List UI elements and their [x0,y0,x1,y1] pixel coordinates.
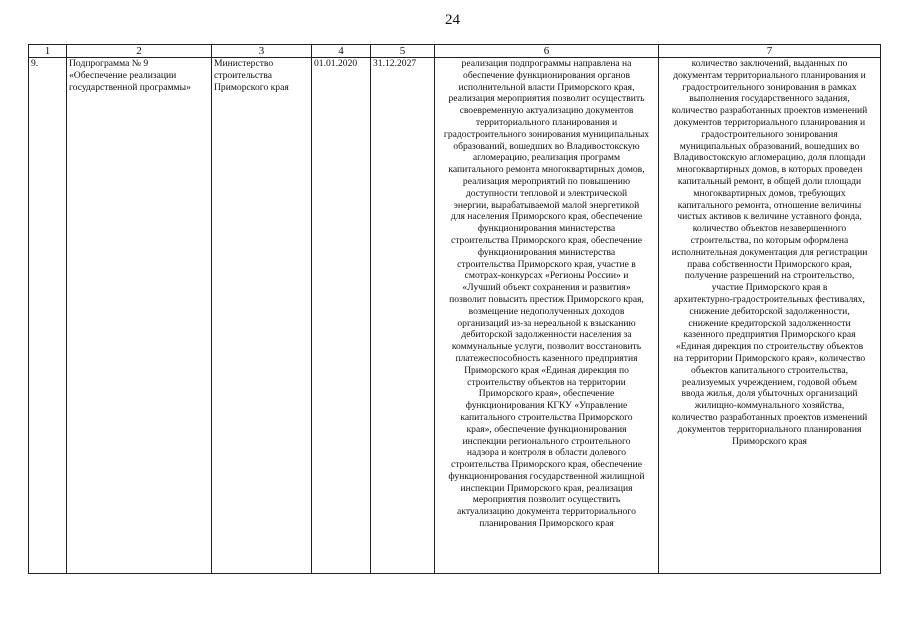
start-date: 01.01.2020 [312,58,371,574]
indicator-line: архитектурно-градостроительных фестивалях, [674,293,865,305]
indicator-line: градостроительного зонирования в рамках [682,81,857,93]
result-line: для населения Приморского края, обеспечение [450,211,643,223]
indicator-line: права собственности Приморского края, [687,258,852,270]
result-line: обеспечение функционирования органов [463,69,630,81]
expected-results [435,58,659,574]
subprogram-line: Подпрограмма № 9 [69,58,149,69]
indicator-line: муниципальных образований, вошедших во [679,140,860,152]
indicator-line: объектов капитального строительства, [691,364,848,376]
result-line: края», обеспечение функционирования [466,423,627,435]
subprogram-line: «Обеспечение реализации [69,69,177,81]
indicator-line: снижение кредиторской задолженности [688,317,851,329]
result-line: образований, вошедших во Владивостокскую [453,140,640,152]
indicator-line: снижение дебиторской задолженности, [689,305,850,317]
result-line: позволит повысить престиж Приморского края, [449,293,644,305]
result-line: функционирования государственной жилищной [448,470,645,482]
indicator-line: количество заключений, выданных по [691,58,848,69]
indicator-line: реализуемых учреждением, годовой объем [682,376,857,388]
result-line: «Лучший объект сохранения и развития» [462,282,631,294]
executor-line: Приморского края [214,81,289,93]
indicator-line: многоквартирных домов, требующих [693,187,846,199]
result-line: функционирования министерства [477,223,616,235]
indicator-line: строительства, по которым оформлена [690,234,849,246]
indicator-line: количество разработанных проектов изменений [671,411,868,423]
result-line: функционирования министерства [477,246,616,258]
result-line: инспекции Приморского края, реализация [460,482,633,494]
result-line: капитального строительства Приморского [460,411,633,423]
end-date: 31.12.2027 [371,58,435,574]
row-number: 9. [29,58,67,574]
indicator-line: чистых активов к величине уставного фонда, [677,211,862,223]
result-line: капитального ремонта многоквартирных домов, [448,164,645,176]
result-line: строительства Приморского края, участие в [457,258,636,270]
indicator-line: Приморского края [732,435,807,447]
result-line: Приморского края», обеспечение [478,388,615,400]
subprogram-name [67,58,212,574]
column-number: 7 [659,45,881,58]
indicator-line: капитального ремонта, отношение величины [677,199,862,211]
executor-line: строительства [214,69,273,81]
indicator-line: жилищно-коммунального хозяйства, [694,400,845,412]
result-line: реализация мероприятия позволит осуществить [448,93,645,105]
result-line: территориального планирования и [475,116,618,128]
result-line: доступности тепловой и электрической [465,187,628,199]
indicator-line: многоквартирных домов, в которых проведен [676,164,863,176]
result-line: Приморского края «Единая дирекция по [464,364,629,376]
result-line: строительства Приморского края, обеспечение [450,459,643,471]
result-line: агломерацию, реализация программ [472,152,621,164]
indicator-line: «Единая дирекция по строительству объектов [675,341,864,353]
column-number: 1 [29,45,67,58]
executor [212,58,312,574]
indicator-line: документам территориального планирования и [673,69,866,81]
column-number-row [29,45,881,58]
result-line: реализация мероприятий по повышению [462,175,631,187]
column-number: 2 [67,45,212,58]
program-table [28,44,881,574]
indicator-line: количество объектов незавершенного [692,223,847,235]
indicator-line: исполнительная документация для регистрации [671,246,868,258]
result-line: энергии, вырабатываемой малой энергетикой [453,199,640,211]
indicator-line: градостроительного зонирования [701,128,838,140]
indicators [659,58,881,574]
result-line: возмещение недополученных доходов [468,305,625,317]
subprogram-line: государственной программы» [69,81,191,93]
result-line: смотрах-конкурсах «Регионы России» и [464,270,629,282]
indicator-line: выполнения государственного задания, [689,93,850,105]
result-line: организаций из-за нереальной к взысканию [457,317,636,329]
indicator-line: Владивостокскую агломерацию, доля площади [673,152,866,164]
indicator-line: на территории Приморского края», количество [673,352,866,364]
indicator-line: капитальный ремонт, в общей доли площади [677,175,862,187]
indicator-line: количество разработанных проектов изменений [671,105,868,117]
table-row [29,58,881,574]
indicator-line: казенного предприятия Приморского края [683,329,856,341]
column-number: 5 [371,45,435,58]
result-line: актуализацию документа территориального [457,506,636,518]
indicator-line: документов территориального планирования [677,423,862,435]
result-line: планирования Приморского края [479,518,614,530]
result-line: градостроительного зонирования муниципальных [443,128,650,140]
result-line: исполнительной власти Приморского края, [458,81,635,93]
result-line: своевременную актуализацию документов [459,105,634,117]
column-number: 3 [212,45,312,58]
result-line: функционирования КГКУ «Управление [465,400,628,412]
page-number: 24 [445,12,460,28]
column-number: 4 [312,45,371,58]
indicator-line: документов территориального планирования и [673,116,866,128]
result-line: коммунальные услуги, позволит восстановить [451,341,642,353]
executor-line: Министерство [214,58,274,69]
indicator-line: получение разрешений на строительство, [684,270,855,282]
result-line: реализация подпрограммы направлена на [461,58,632,69]
result-line: платежеспособность казенного предприятия [455,352,638,364]
result-line: строительству объектов на территории [467,376,626,388]
result-line: строительства Приморского края, обеспечение [450,234,643,246]
indicator-line: ввода жилья, доля убыточных организаций [681,388,858,400]
result-line: надзора и контроля в области долевого [466,447,627,459]
result-line: инспекции регионального строительного [462,435,631,447]
result-line: дебиторской задолженности населения за [461,329,632,341]
result-line: мероприятия позволит осуществить [472,494,621,506]
indicator-line: участие Приморского края в [711,282,828,294]
column-number: 6 [435,45,659,58]
